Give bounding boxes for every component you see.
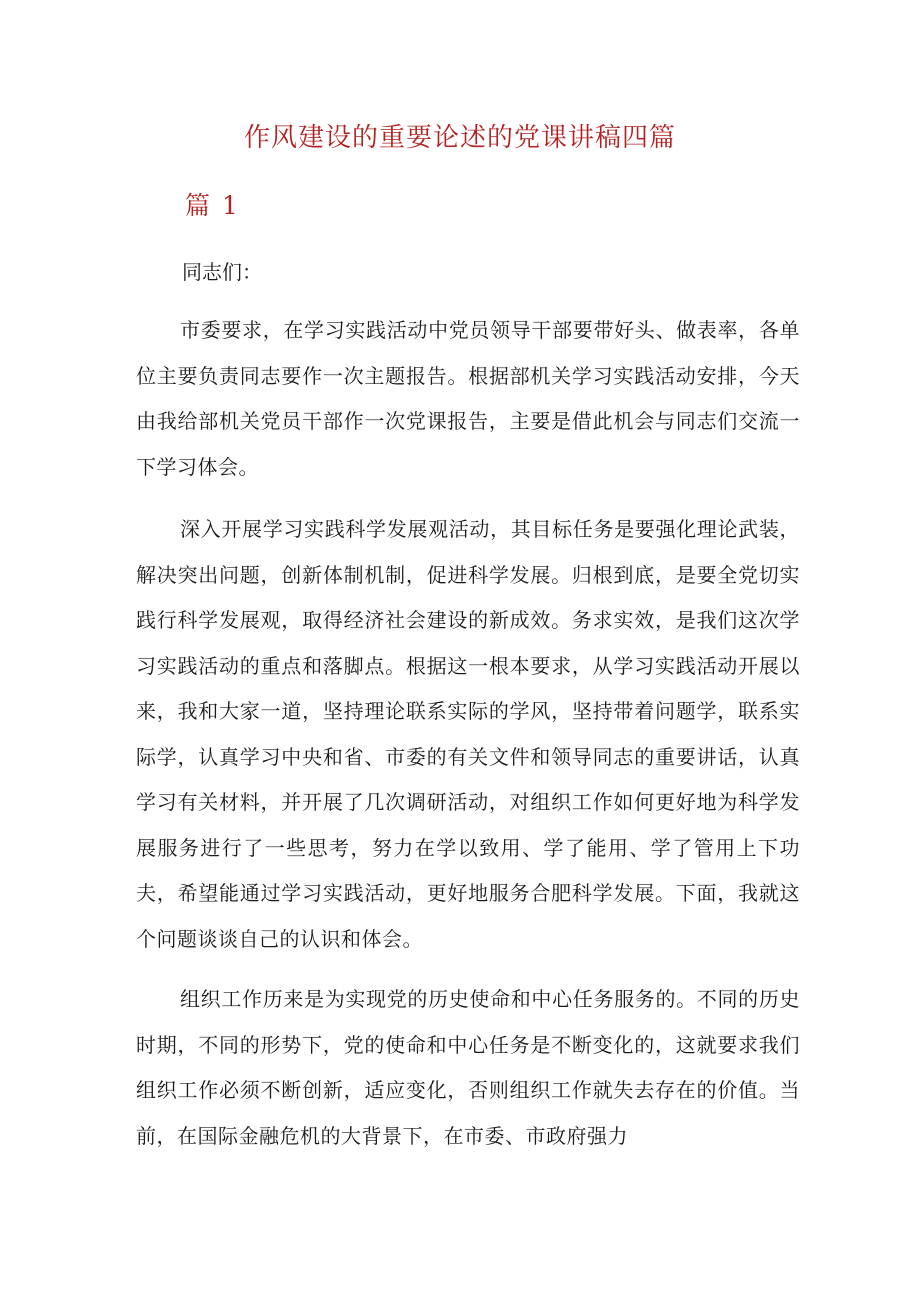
paragraph: 组织工作历来是为实现党的历史使命和中心任务服务的。不同的历史时期，不同的形势下，党的使命和中心任务是不断变化的，这就要求我们组织工作必须不断创新，适应变化，否则组织工作就失去存在的价值。当前，在国际金融危机的大背景下，在市委、市政府强力 xyxy=(136,987,800,1148)
document-title: 作风建设的重要论述的党课讲稿四篇 xyxy=(243,123,676,153)
paragraph: 市委要求，在学习实践活动中党员领导干部要带好头、做表率，各单位主要负责同志要作一次主题报告。根据部机关学习实践活动安排，今天由我给部机关党员干部作一次党课报告，主要是借此机会与同志们交流一下学习体会。 xyxy=(136,318,800,479)
paragraph: 深入开展学习实践科学发展观活动，其目标任务是要强化理论武装，解决突出问题，创新体制机制，促进科学发展。归根到底，是要全党切实践行科学发展观，取得经济社会建设的新成效。务求实效，是我们这次学习实践活动的重点和落脚点。根据这一根本要求，从学习实践活动开展以来，我和大家一道，坚持理论联系实际的学风，坚持带着问题学，联系实际学，认真学习中央和省、市委的有关文件和领导同志的重要讲话，认真学习有关材料，并开展了几次调研活动，对组织工作如何更好地为科学发展服务进行了一些思考，努力在学以致用、学了能用、学了管用上下功夫，希望能通过学习实践活动，更好地服务合肥科学发展。下面，我就这个问题谈谈自己的认识和体会。 xyxy=(136,517,800,951)
salutation: 同志们： xyxy=(182,260,262,284)
section-heading: 篇 1 xyxy=(185,191,240,220)
